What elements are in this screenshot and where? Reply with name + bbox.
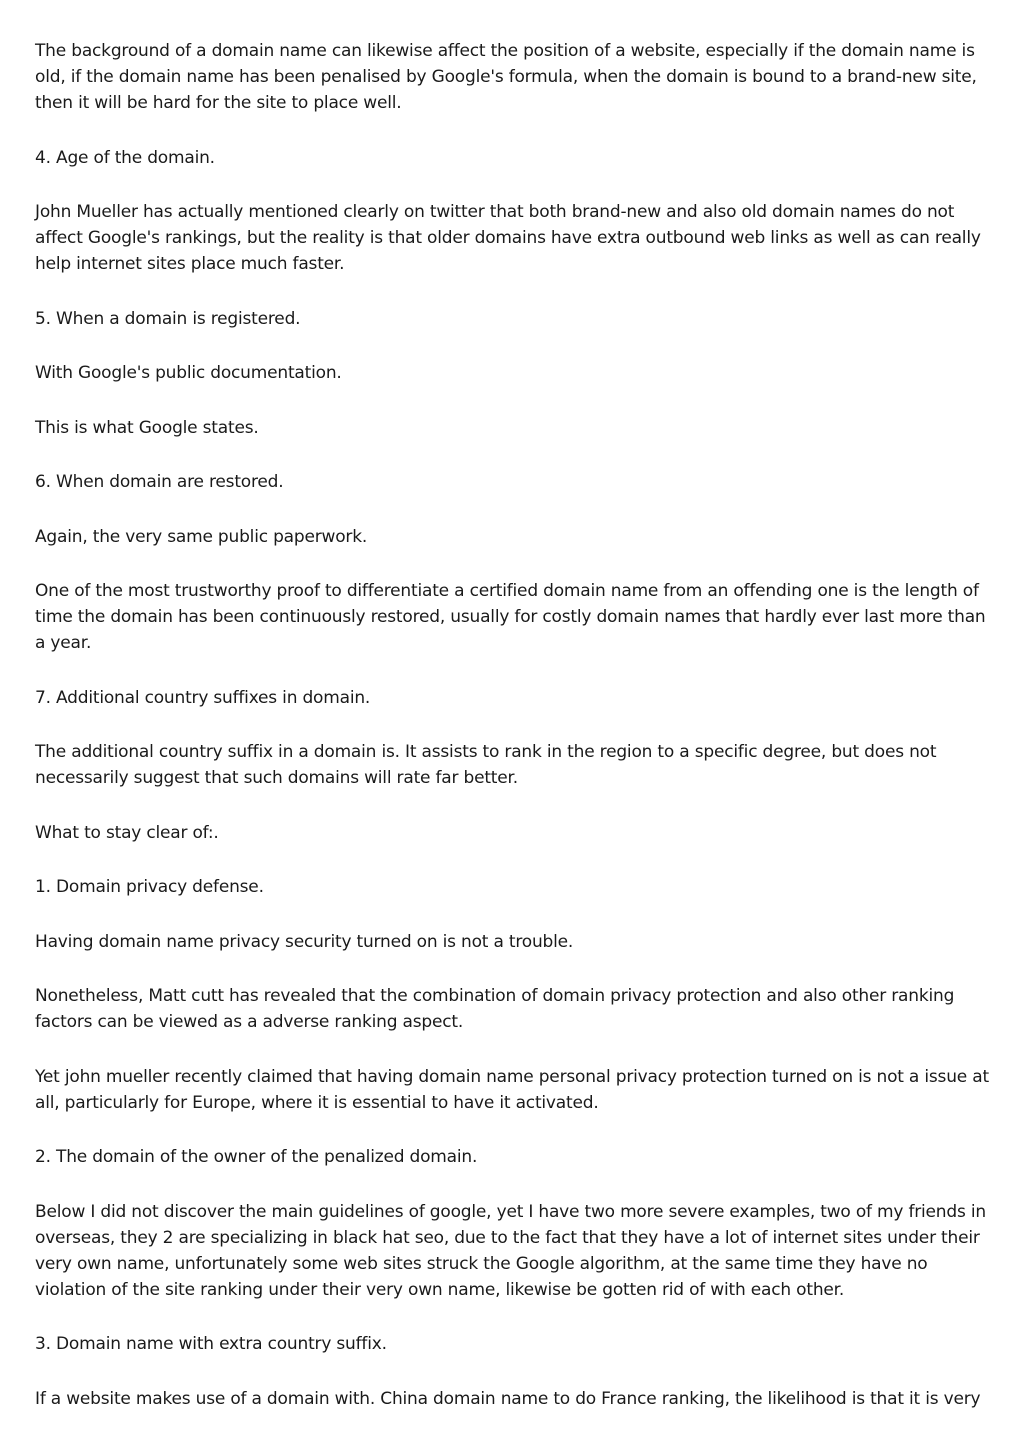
heading-age-of-domain: 4. Age of the domain. <box>35 147 215 168</box>
heading-country-suffixes: 7. Additional country suffixes in domain. <box>35 687 371 708</box>
heading-penalized-owner: 2. The domain of the owner of the penalized domain. <box>35 1147 478 1167</box>
heading-domain-registered: 5. When a domain is registered. <box>35 308 301 329</box>
heading-extra-country-suffix: 3. Domain name with extra country suffix. <box>35 1334 387 1354</box>
paragraph-domain-background: The background of a domain name can likewise affect the position of a website, especially if the domain name is old, if the domain name has been penalised by Google's formula, when the domain is bound to a brand-new site, then it will be hard for the site to place well. <box>35 41 977 113</box>
heading-domain-restored: 6. When domain are restored. <box>35 472 284 492</box>
paragraph-john-mueller-twitter: John Mueller has actually mentioned clearly on twitter that both brand-new and also old domain names do not affect Google's rankings, but the reality is that older domains have extra outbound web links as well as can really help internet sites place much faster. <box>35 202 981 274</box>
paragraph-privacy-not-trouble: Having domain name privacy security turned on is not a trouble. <box>35 931 574 952</box>
heading-what-to-avoid: What to stay clear of:. <box>35 822 219 843</box>
paragraph-black-hat-examples: Below I did not discover the main guidelines of google, yet I have two more severe examples, two of my friends in overseas, they 2 are specializing in black hat seo, due to the fact that they have a lot of internet sites under their very own name, unfortunately some web sites struck the Google algorithm, at the same time they have no violation of the site ranking under their very own name, likewise be gotten rid of with each other. <box>35 1201 986 1300</box>
paragraph-matt-cutt: Nonetheless, Matt cutt has revealed that the combination of domain privacy protection and also other ranking factors can be viewed as a adverse ranking aspect. <box>35 986 955 1032</box>
document-body <box>35 38 990 1440</box>
paragraph-same-paperwork: Again, the very same public paperwork. <box>35 526 368 547</box>
paragraph-google-states: This is what Google states. <box>35 417 259 438</box>
paragraph-trustworthy-proof: One of the most trustworthy proof to differentiate a certified domain name from an offending one is the length of time the domain has been continuously restored, usually for costly domain names that hardly ever last more than a year. <box>35 581 986 653</box>
heading-privacy-defense: 1. Domain privacy defense. <box>35 877 264 897</box>
paragraph-country-suffix: The additional country suffix in a domain is. It assists to rank in the region to a specific degree, but does not necessarily suggest that such domains will rate far better. <box>35 742 937 788</box>
paragraph-china-domain: If a website makes use of a domain with. China domain name to do France ranking, the likelihood is that it is very <box>35 1388 981 1409</box>
paragraph-john-mueller-privacy: Yet john mueller recently claimed that having domain name personal privacy protection turned on is not a issue at all, particularly for Europe, where it is essential to have it activated. <box>35 1066 989 1113</box>
paragraph-public-documentation: With Google's public documentation. <box>35 363 342 383</box>
